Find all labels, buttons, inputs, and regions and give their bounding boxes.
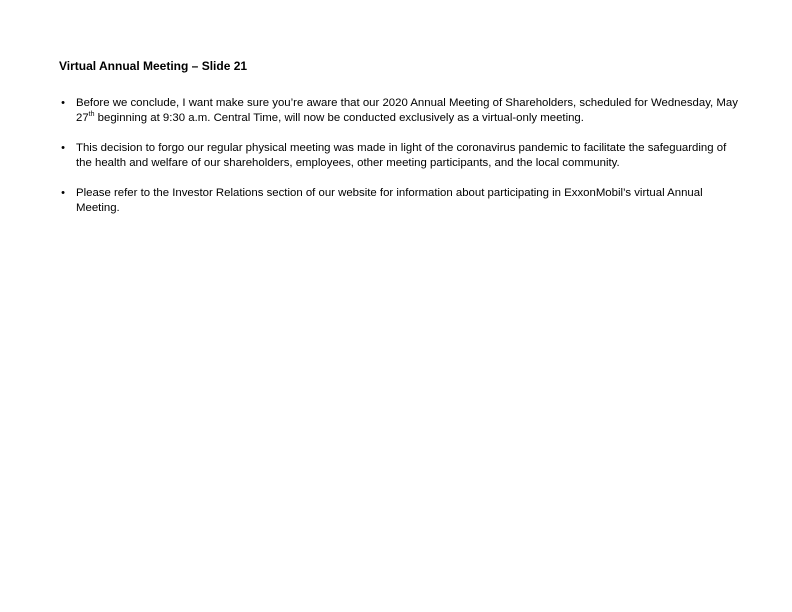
bullet-item-investor-relations bbox=[58, 186, 738, 216]
bullet-text-part: Before we conclude, I want make sure you’re aware that our 2020 Annual Meeting of Shareholders, scheduled for Wednesday, May 27 bbox=[76, 97, 738, 124]
bullet-text bbox=[76, 97, 738, 124]
bullet-text-part: beginning at 9:30 a.m. Central Time, will now be conducted exclusively as a virtual-only meeting. bbox=[94, 112, 584, 124]
bullet-text: Please refer to the Investor Relations section of our website for information about participating in ExxonMobil’s virtual Annual Meeting. bbox=[76, 187, 703, 214]
ordinal-superscript: th bbox=[88, 111, 95, 119]
bullet-icon: • bbox=[61, 142, 65, 154]
slide-title: Virtual Annual Meeting – Slide 21 bbox=[59, 59, 248, 73]
bullet-item-virtual-meeting bbox=[58, 96, 738, 126]
bullet-item-decision bbox=[58, 141, 738, 171]
bullet-icon: • bbox=[61, 97, 65, 109]
bullet-icon: • bbox=[61, 187, 65, 199]
bullet-text: This decision to forgo our regular physical meeting was made in light of the coronavirus pandemic to facilitate the safeguarding of the health and welfare of our shareholders, employees, other meeting participants, and the local community. bbox=[76, 142, 727, 169]
bullet-list bbox=[58, 96, 738, 231]
